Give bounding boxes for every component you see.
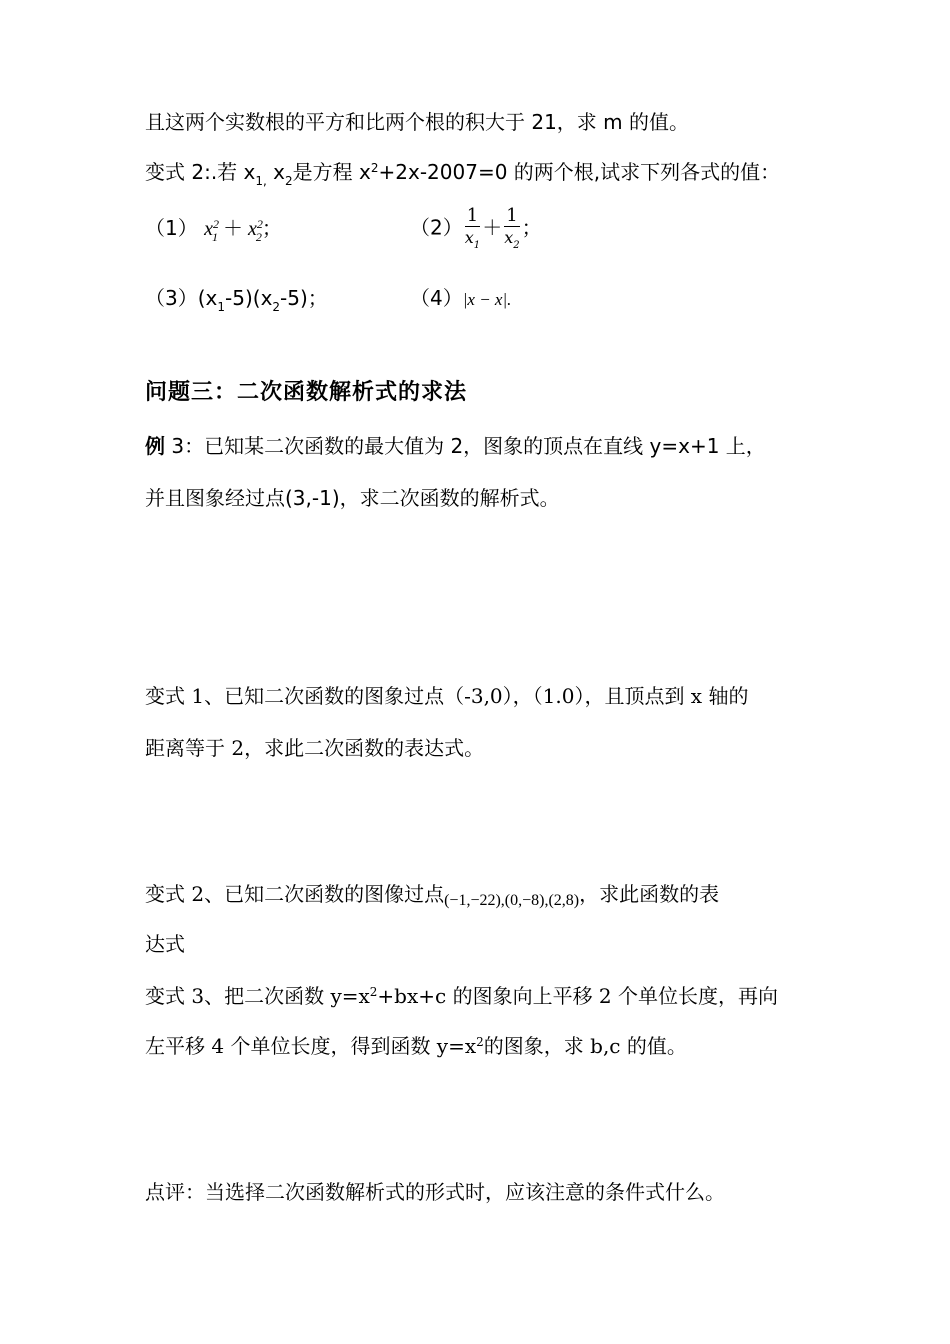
sub-question-2: （2） $\frac{1}{x_1}$ ＋ $\frac{1}{x_2}$ ； bbox=[410, 205, 542, 251]
sub-question-2-label: （2） bbox=[410, 215, 463, 240]
example-3-line-1: 例 3：已知某二次函数的最大值为 2，图象的顶点在直线 y=x+1 上， bbox=[145, 434, 766, 458]
given-points: (−1,−22),(0,−8),(2,8) bbox=[444, 892, 580, 909]
variant-1-line-2: 距离等于 2，求此二次函数的表达式。 bbox=[145, 736, 485, 760]
example-3-line-2: 并且图象经过点(3,-1)，求二次函数的解析式。 bbox=[145, 486, 560, 510]
sub-question-row-2 bbox=[145, 284, 815, 315]
sub-question-row-1 bbox=[145, 205, 815, 251]
sub-question-4: （4）|x − x|. bbox=[410, 286, 512, 310]
sub-question-1-expression: $x^2_1 + x^2_2$； bbox=[204, 217, 282, 244]
fraction-1-over-x1: $\frac{1}{x_1}$ bbox=[464, 205, 481, 251]
fraction-1-over-x2: $\frac{1}{x_2}$ bbox=[504, 205, 520, 251]
section-heading: 问题三：二次函数解析式的求法 bbox=[145, 379, 468, 405]
variant-1-line-1: 变式 1、已知二次函数的图象过点（-3,0），（1.0），且顶点到 x 轴的 bbox=[145, 684, 749, 708]
variant-3-line-1: 变式 3、把二次函数 $y=x^2+bx+c$ 的图象向上平移 2 个单位长度，再向 bbox=[145, 984, 779, 1008]
sub-question-3: $(3)(x_1-5)(x_2-5)$； bbox=[145, 286, 328, 314]
variant-2b-line-2: 达式 bbox=[145, 932, 185, 956]
continued-problem-text: 且这两个实数根的平方和比两个根的积大于 21，求 m 的值。 bbox=[145, 110, 690, 134]
variant-2b-line-1: 变式 2、已知二次函数的图像过点$_{(-1,-22),(0,-8),(2,8)}$，求此函数的表 bbox=[145, 882, 720, 909]
comment-line: 点评：当选择二次函数解析式的形式时，应该注意的条件式什么。 bbox=[145, 1180, 725, 1204]
variant-2-statement: 变式 2:.若 $x_{1,}$ $x_2$是方程 $x^2+2x-2007=0$ 的两个根,试求下列各式的值： bbox=[145, 160, 781, 188]
variant-3-line-2: 左平移 4 个单位长度，得到函数 $y=x^2$的图象，求 b,c 的值。 bbox=[145, 1034, 687, 1058]
sub-question-1-label: （1） bbox=[145, 216, 198, 240]
